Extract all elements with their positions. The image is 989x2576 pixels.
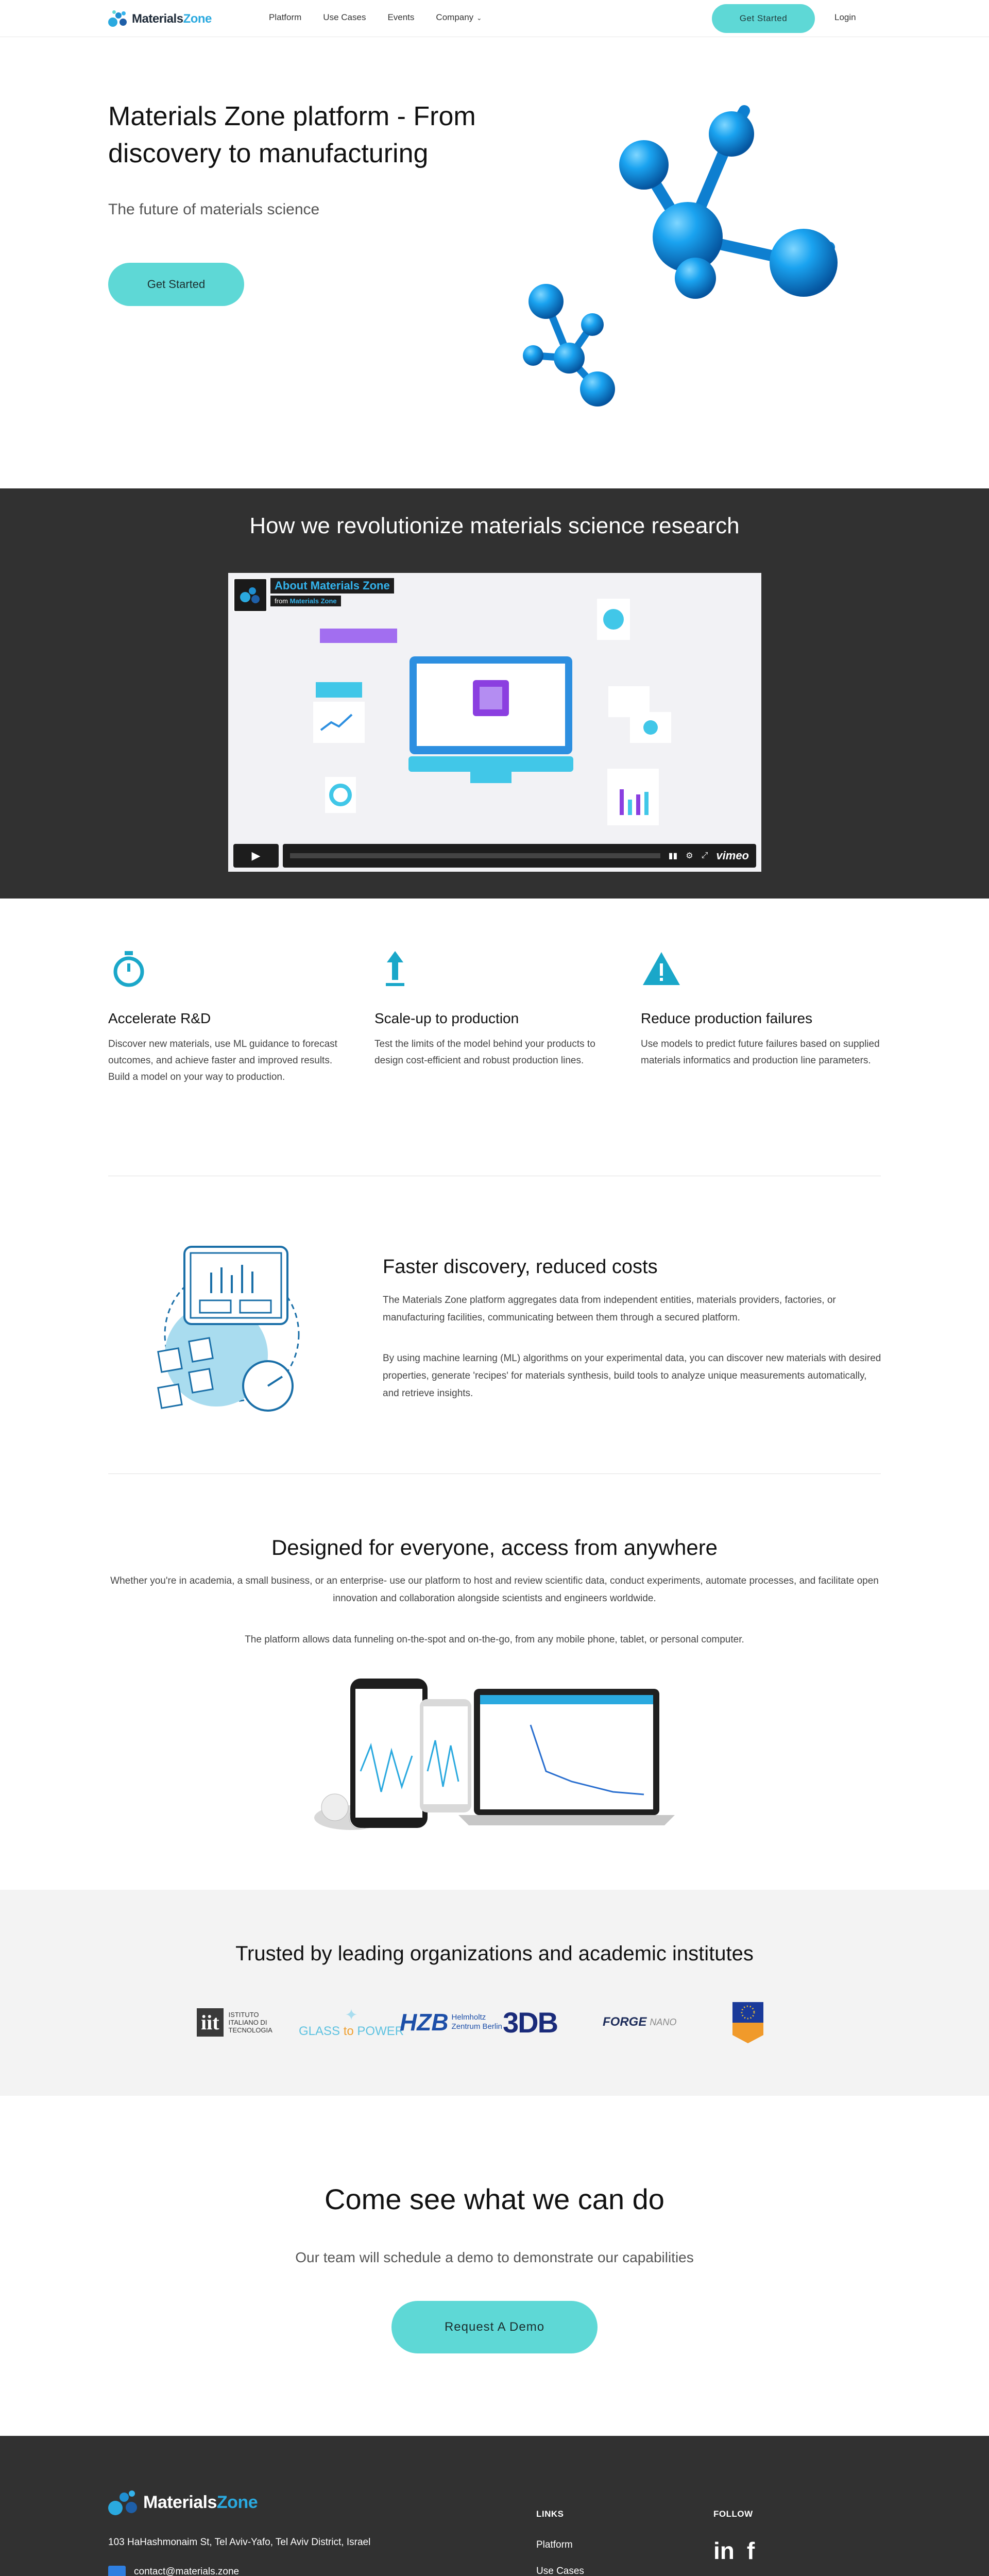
iit-line-1: ISTITUTO [228,2010,259,2019]
feature-title: Reduce production failures [641,1010,813,1026]
warning-icon [641,948,682,989]
footer-logo-text-b: Zone [216,2492,258,2512]
nav-link-events[interactable]: Events [387,12,415,22]
footer-link-use-cases[interactable]: Use Cases [536,2566,584,2576]
devices-illustration [304,1668,695,1838]
video-thumbnail [228,573,761,872]
mail-icon [108,2566,126,2576]
video-channel-icon [233,578,267,612]
top-navbar [0,0,989,37]
molecule-illustration [510,98,886,428]
nav-link-platform[interactable]: Platform [269,12,302,22]
iit-logo-mark: iit [197,2008,224,2037]
vimeo-logo[interactable]: vimeo [716,849,749,862]
feature-title: Scale-up to production [374,1010,519,1026]
hzb-line-1: Helmholtz [451,2013,486,2022]
footer-email-text[interactable]: contact@materials.zone [134,2566,240,2576]
logo-dots-icon [108,10,129,28]
chevron-down-icon: ⌄ [476,14,482,22]
cta-title: Come see what we can do [325,2183,664,2215]
video-progress-track[interactable] [290,853,660,858]
settings-gear-icon[interactable]: ⚙ [686,852,693,860]
designed-paragraph-1: Whether you're in academia, a small business, or an enterprise- use our platform to host and review scientific data, conduct experiments, automate processes, and facilitate open innovation and collaboration alongside scientists and engineers worldwide. [110,1575,879,1604]
eu-badge-logo [729,1999,766,2045]
play-icon[interactable]: ▶ [233,844,279,868]
fullscreen-icon[interactable]: ⤢ [701,851,708,860]
linkedin-icon[interactable]: in [713,2537,735,2564]
logo[interactable] [108,10,212,28]
logo-text-b: Zone [183,12,212,26]
forge-nano-mark: FORGE [603,2015,647,2029]
volume-icon[interactable]: ▮▮ [668,852,678,860]
forge-nano-logo [603,1999,676,2045]
glass-to-power-c: POWER [357,2024,404,2038]
footer-address: 103 HaHashmonaim St, Tel Aviv-Yafo, Tel Aviv District, Israel [108,2537,371,2548]
nav-link-company-label: Company [436,12,474,22]
footer-social [713,2537,755,2565]
video-section-heading: How we revolutionize materials science research [249,513,740,538]
get-started-nav-button[interactable]: Get Started [712,4,815,33]
cta-subtitle: Our team will schedule a demo to demonstrate our capabilities [295,2249,694,2265]
logo-text-a: Materials [132,12,183,26]
hzb-line-2: Zentrum Berlin [451,2022,502,2031]
hzb-logo [400,1999,502,2045]
footer-link-platform[interactable]: Platform [536,2539,573,2550]
footer-email[interactable] [108,2566,239,2576]
feature-title: Accelerate R&D [108,1010,211,1026]
video-title[interactable]: About Materials Zone [270,578,394,594]
footer-logo-text [143,2493,258,2513]
trusted-title: Trusted by leading organizations and academic institutes [235,1942,754,1965]
hero-subtitle: The future of materials science [108,201,320,218]
footer-links-heading: LINKS [536,2509,564,2519]
iit-logo [197,1999,272,2045]
3db-logo-mark: 3DB [503,2006,558,2039]
glass-to-power-a: GLASS [299,2024,340,2038]
logo-text [132,12,212,26]
designed-title: Designed for everyone, access from anywhere [271,1535,718,1560]
footer-follow-heading: FOLLOW [713,2509,753,2519]
discovery-paragraph-1: The Materials Zone platform aggregates data from independent entities, materials providers, factories, or manufacturing facilities, communicating between them through a secured platform. [383,1295,836,1323]
login-link[interactable]: Login [834,12,856,22]
video-player[interactable] [228,573,761,872]
video-from-name[interactable]: Materials Zone [289,597,337,605]
feature-text: Test the limits of the model behind your products to design cost-efficient and robust production lines. [374,1039,595,1066]
dashboard-illustration [139,1236,325,1422]
hzb-logo-mark: HZB [400,2009,449,2036]
trusted-section [0,1890,989,2096]
hero-title: Materials Zone platform - From discovery to manufacturing [108,101,476,168]
nav-link-company[interactable] [436,12,482,23]
footer [0,2436,989,2576]
video-controls [233,844,756,868]
video-progress-bar[interactable] [283,844,756,868]
video-from-label: from [275,597,288,605]
designed-paragraph-2: The platform allows data funneling on-the-spot and on-the-go, from any mobile phone, tablet, or personal computer. [245,1634,744,1645]
hzb-logo-text [452,2013,502,2031]
feature-text: Discover new materials, use ML guidance to forecast outcomes, and achieve faster and improved results. Build a model on your way to production. [108,1039,337,1082]
eu-badge-icon [729,1999,766,2045]
video-from [270,596,341,606]
logo-dots-icon [108,2489,139,2515]
iit-line-3: TECNOLOGIA [228,2026,272,2034]
forge-nano-text: NANO [650,2016,677,2027]
glass-to-power-logo [299,1999,404,2045]
discovery-paragraph-2: By using machine learning (ML) algorithms on your experimental data, you can discover new materials with desired properties, generate 'recipes' for materials synthesis, build tools to analyze unique measurements automatically, and retrieve insights. [383,1353,881,1399]
nav-link-use-cases[interactable]: Use Cases [323,12,366,22]
footer-links [536,2539,607,2576]
glass-to-power-b: to [343,2024,354,2038]
nav-links [269,12,482,23]
iit-logo-text [229,2011,272,2034]
section-divider [108,1473,881,1474]
feature-text: Use models to predict future failures based on supplied materials informatics and production line parameters. [641,1039,880,1066]
arrow-up-icon [374,948,416,989]
stopwatch-icon [108,948,149,989]
glass-to-power-text [299,2024,404,2039]
glass-to-power-icon: ✦ [345,2006,358,2024]
video-info-badge [233,578,394,612]
facebook-icon[interactable]: f [746,2537,755,2564]
feature-scale-up [374,948,622,1069]
3db-logo [503,1999,557,2045]
video-section [0,488,989,899]
hero-get-started-button[interactable]: Get Started [108,263,244,306]
footer-logo[interactable] [108,2489,258,2515]
request-demo-button[interactable]: Request A Demo [391,2301,598,2353]
footer-logo-text-a: Materials [143,2492,217,2512]
feature-reduce-failures [641,948,888,1069]
discovery-title: Faster discovery, reduced costs [383,1256,658,1278]
iit-line-2: ITALIANO DI [228,2018,267,2026]
feature-accelerate [108,948,355,1086]
